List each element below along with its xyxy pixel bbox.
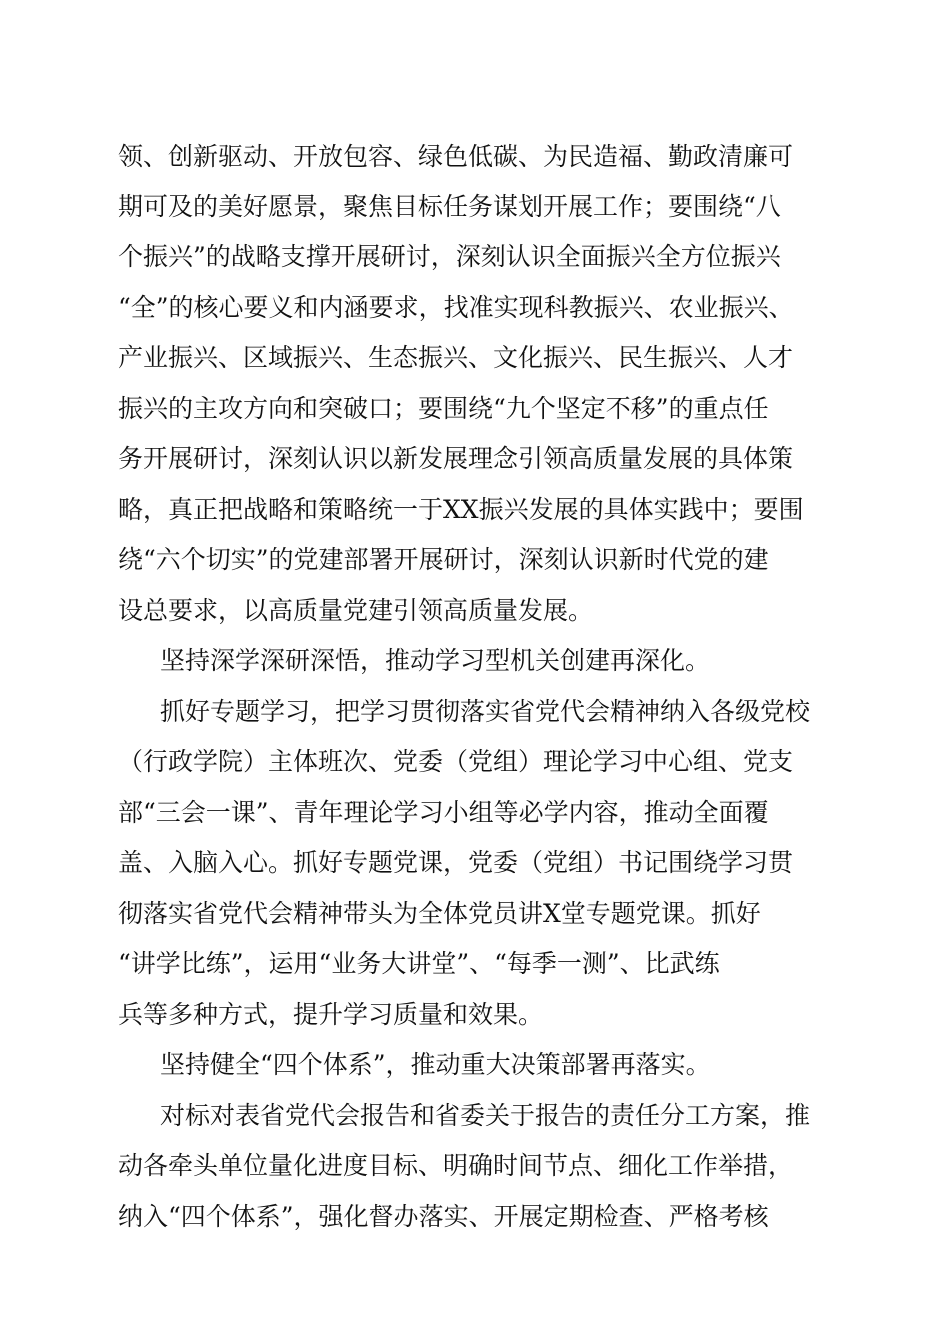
body-text-line: 产业振兴、区域振兴、生态振兴、文化振兴、民生振兴、人才 (118, 343, 794, 372)
body-text-line: “全”的核心要义和内涵要求，找准实现科教振兴、农业振兴、 (118, 293, 794, 322)
body-text-line: 部“三会一课”、青年理论学习小组等必学内容，推动全面覆 (118, 798, 769, 827)
body-text-line: “讲学比练”，运用“业务大讲堂”、“每季一测”、比武练 (118, 949, 720, 978)
body-text-line: 纳入“四个体系”，强化督办落实、开展定期检查、严格考核 (118, 1202, 769, 1231)
paragraph-first-line: 抓好专题学习，把学习贯彻落实省党代会精神纳入各级党校 (160, 697, 811, 726)
body-text-line: 务开展研讨，深刻认识以新发展理念引领高质量发展的具体策 (118, 444, 794, 473)
body-text-line: 绕“六个切实”的党建部署开展研讨，深刻认识新时代党的建 (118, 545, 769, 574)
body-text-line: 个振兴”的战略支撑开展研讨，深刻认识全面振兴全方位振兴 (118, 242, 781, 271)
body-text-line: 期可及的美好愿景，聚焦目标任务谋划开展工作；要围绕“八 (118, 192, 781, 221)
body-text-line: 领、创新驱动、开放包容、绿色低碳、为民造福、勤政清廉可 (118, 142, 794, 171)
body-text-line: 兵等多种方式，提升学习质量和效果。 (118, 1000, 544, 1029)
section-heading: 坚持健全“四个体系”，推动重大决策部署再落实。 (160, 1050, 711, 1079)
body-text-line: （行政学院）主体班次、党委（党组）理论学习中心组、党支 (118, 747, 794, 776)
body-text-line: 彻落实省党代会精神带头为全体党员讲X堂专题党课。抓好 (118, 899, 761, 928)
body-text-line: 设总要求，以高质量党建引领高质量发展。 (118, 596, 594, 625)
body-text-line: 盖、入脑入心。抓好专题党课，党委（党组）书记围绕学习贯 (118, 848, 794, 877)
body-text-line: 动各牵头单位量化进度目标、明确时间节点、细化工作举措， (118, 1151, 794, 1180)
section-heading: 坚持深学深研深悟，推动学习型机关创建再深化。 (160, 646, 711, 675)
body-text-line: 振兴的主攻方向和突破口；要围绕“九个坚定不移”的重点任 (118, 394, 769, 423)
body-text-line: 略，真正把战略和策略统一于XX振兴发展的具体实践中；要围 (118, 495, 804, 524)
paragraph-first-line: 对标对表省党代会报告和省委关于报告的责任分工方案，推 (160, 1101, 811, 1130)
